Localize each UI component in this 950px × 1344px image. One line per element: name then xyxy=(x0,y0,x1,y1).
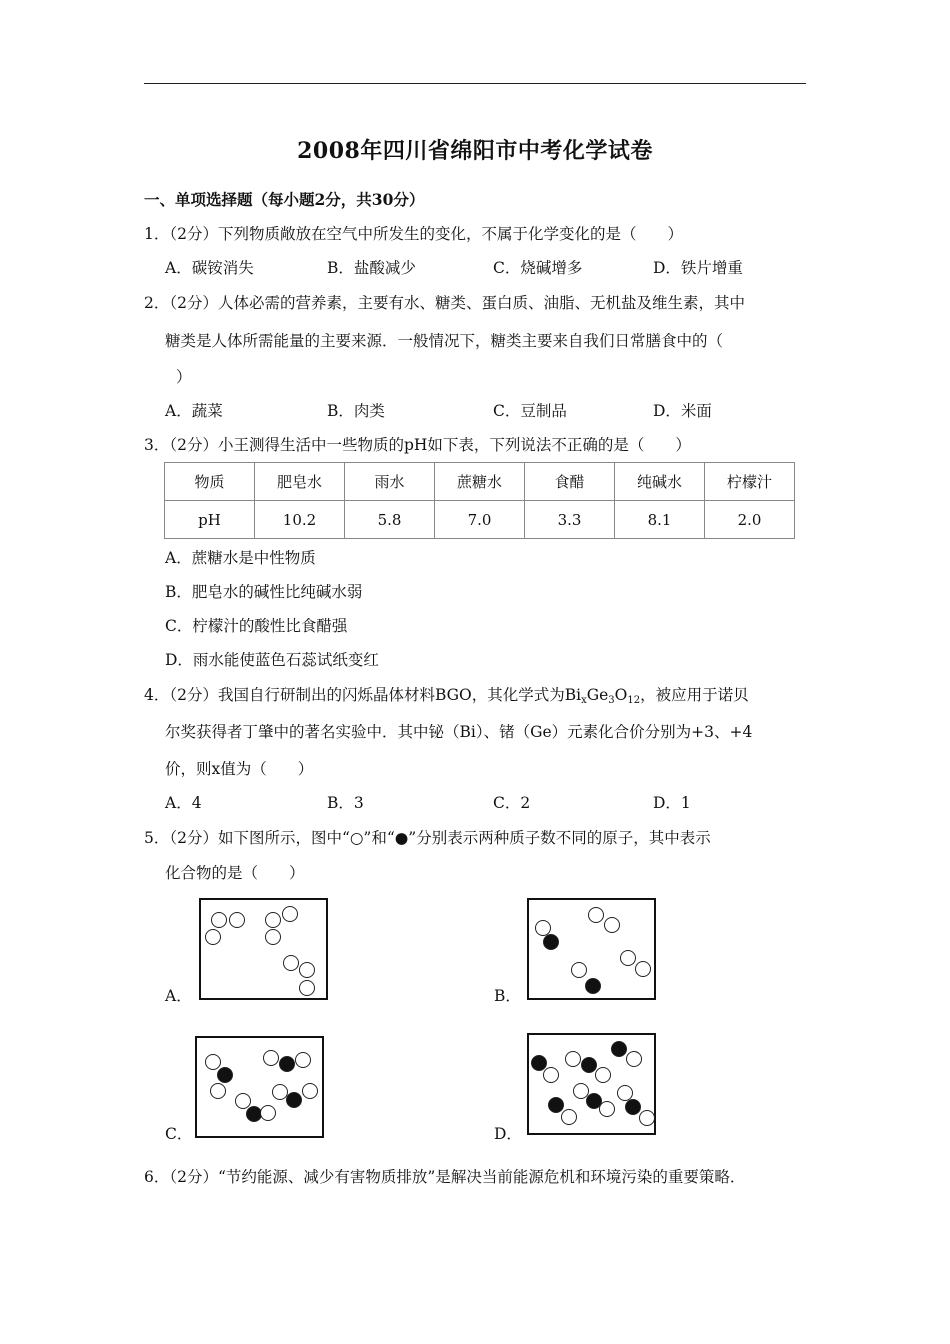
hollow-atom xyxy=(295,1052,311,1068)
filled-atom xyxy=(585,978,601,994)
q4-stem-line2: 尔奖获得者丁肇中的著名实验中．其中铋（Bi）、锗（Ge）元素化合价分别为+3、+4 xyxy=(165,723,753,741)
molecule-diagram-c[interactable] xyxy=(195,1036,324,1138)
hollow-atom xyxy=(302,1083,318,1099)
q5-option-d-label[interactable]: D． xyxy=(494,1125,522,1143)
filled-atom xyxy=(279,1056,295,1072)
molecule-diagram-a[interactable] xyxy=(199,898,328,1000)
filled-atom xyxy=(625,1099,641,1115)
q1-option-a[interactable]: A．碳铵消失 xyxy=(165,259,254,277)
q5-option-b-label[interactable]: B． xyxy=(494,987,521,1005)
q4-option-a[interactable]: A．4 xyxy=(165,794,202,812)
q3-option-b[interactable]: B．肥皂水的碱性比纯碱水弱 xyxy=(165,583,363,601)
hollow-atom xyxy=(543,1067,559,1083)
hollow-atom xyxy=(595,1067,611,1083)
table-cell: 7.0 xyxy=(435,501,525,539)
q6-stem: 6．（2分）“节约能源、减少有害物质排放”是解决当前能源危机和环境污染的重要策略． xyxy=(144,1168,746,1186)
q5-stem-line2: 化合物的是（ ） xyxy=(165,864,305,882)
ph-table xyxy=(164,462,795,539)
q4-stem-text: ，被应用于诺贝 xyxy=(640,686,749,704)
hollow-atom xyxy=(604,917,620,933)
table-cell: 雨水 xyxy=(345,463,435,501)
q3-option-c[interactable]: C．柠檬汁的酸性比食醋强 xyxy=(165,617,348,635)
q4-option-c[interactable]: C．2 xyxy=(493,794,531,812)
q5-stem-line1: 5．（2分）如下图所示，图中“○”和“●”分别表示两种质子数不同的原子，其中表示 xyxy=(144,829,711,847)
header-rule xyxy=(144,83,806,84)
hollow-atom xyxy=(620,950,636,966)
q5-option-c-label[interactable]: C． xyxy=(165,1125,193,1143)
q4-stem-line1 xyxy=(144,685,749,711)
hollow-atom xyxy=(265,929,281,945)
table-cell: 肥皂水 xyxy=(255,463,345,501)
hollow-atom xyxy=(210,1083,226,1099)
hollow-atom xyxy=(635,961,651,977)
q2-stem-line1: 2．（2分）人体必需的营养素，主要有水、糖类、蛋白质、油脂、无机盐及维生素，其中 xyxy=(144,294,745,312)
ph-table-value-row xyxy=(165,501,795,539)
hollow-atom xyxy=(565,1051,581,1067)
table-cell: 柠檬汁 xyxy=(705,463,795,501)
hollow-atom xyxy=(205,1054,221,1070)
table-cell: 2.0 xyxy=(705,501,795,539)
table-cell: 蔗糖水 xyxy=(435,463,525,501)
table-cell: pH xyxy=(165,501,255,539)
q5-option-a-label[interactable]: A． xyxy=(165,987,192,1005)
table-cell: 3.3 xyxy=(525,501,615,539)
formula-element: O xyxy=(614,686,628,704)
filled-atom xyxy=(286,1092,302,1108)
hollow-atom xyxy=(599,1101,615,1117)
q2-option-b[interactable]: B．肉类 xyxy=(327,402,385,420)
hollow-atom xyxy=(571,962,587,978)
table-cell: 10.2 xyxy=(255,501,345,539)
q4-option-d[interactable]: D．1 xyxy=(653,794,691,812)
q4-option-b[interactable]: B．3 xyxy=(327,794,364,812)
table-cell: 纯碱水 xyxy=(615,463,705,501)
filled-atom xyxy=(611,1041,627,1057)
hollow-atom xyxy=(299,980,315,996)
q2-stem-line2: 糖类是人体所需能量的主要来源．一般情况下，糖类主要来自我们日常膳食中的（ xyxy=(165,332,724,350)
hollow-atom xyxy=(260,1105,276,1121)
hollow-atom xyxy=(263,1050,279,1066)
hollow-atom xyxy=(205,929,221,945)
formula-element: Ge xyxy=(586,686,609,704)
table-cell: 食醋 xyxy=(525,463,615,501)
table-cell: 物质 xyxy=(165,463,255,501)
hollow-atom xyxy=(283,955,299,971)
hollow-atom xyxy=(561,1109,577,1125)
filled-atom xyxy=(581,1057,597,1073)
hollow-atom xyxy=(588,907,604,923)
q4-stem-text: 4．（2分）我国自行研制出的闪烁晶体材料BGO，其化学式为Bi xyxy=(144,686,582,704)
q1-option-b[interactable]: B．盐酸减少 xyxy=(327,259,416,277)
hollow-atom xyxy=(211,912,227,928)
hollow-atom xyxy=(299,962,315,978)
filled-atom xyxy=(548,1097,564,1113)
molecule-diagram-b[interactable] xyxy=(527,898,656,1000)
hollow-atom xyxy=(626,1051,642,1067)
q1-option-d[interactable]: D．铁片增重 xyxy=(653,259,743,277)
section-heading: 一、单项选择题（每小题2分，共30分） xyxy=(144,190,425,209)
table-cell: 8.1 xyxy=(615,501,705,539)
table-cell: 5.8 xyxy=(345,501,435,539)
molecule-diagram-d[interactable] xyxy=(527,1033,656,1135)
q4-stem-line3: 价，则x值为（ ） xyxy=(165,760,314,778)
q1-stem: 1．（2分）下列物质敞放在空气中所发生的变化，不属于化学变化的是（ ） xyxy=(144,225,683,243)
filled-atom xyxy=(217,1067,233,1083)
formula-subscript: 3 xyxy=(608,695,615,706)
q2-option-c[interactable]: C．豆制品 xyxy=(493,402,567,420)
hollow-atom xyxy=(229,912,245,928)
q1-option-c[interactable]: C．烧碱增多 xyxy=(493,259,583,277)
formula-subscript: 12 xyxy=(627,695,641,706)
q2-option-d[interactable]: D．米面 xyxy=(653,402,712,420)
q2-stem-line3: ） xyxy=(176,368,192,386)
hollow-atom xyxy=(282,906,298,922)
q3-option-a[interactable]: A．蔗糖水是中性物质 xyxy=(165,549,316,567)
hollow-atom xyxy=(265,912,281,928)
hollow-atom xyxy=(639,1110,655,1126)
ph-table-header-row xyxy=(165,463,795,501)
q2-option-a[interactable]: A．蔬菜 xyxy=(165,402,223,420)
filled-atom xyxy=(543,934,559,950)
page-title: 2008年四川省绵阳市中考化学试卷 xyxy=(297,138,653,164)
formula-subscript: x xyxy=(581,695,587,706)
q3-stem: 3．（2分）小王测得生活中一些物质的pH如下表，下列说法不正确的是（ ） xyxy=(144,436,691,454)
q3-option-d[interactable]: D．雨水能使蓝色石蕊试纸变红 xyxy=(165,651,379,669)
